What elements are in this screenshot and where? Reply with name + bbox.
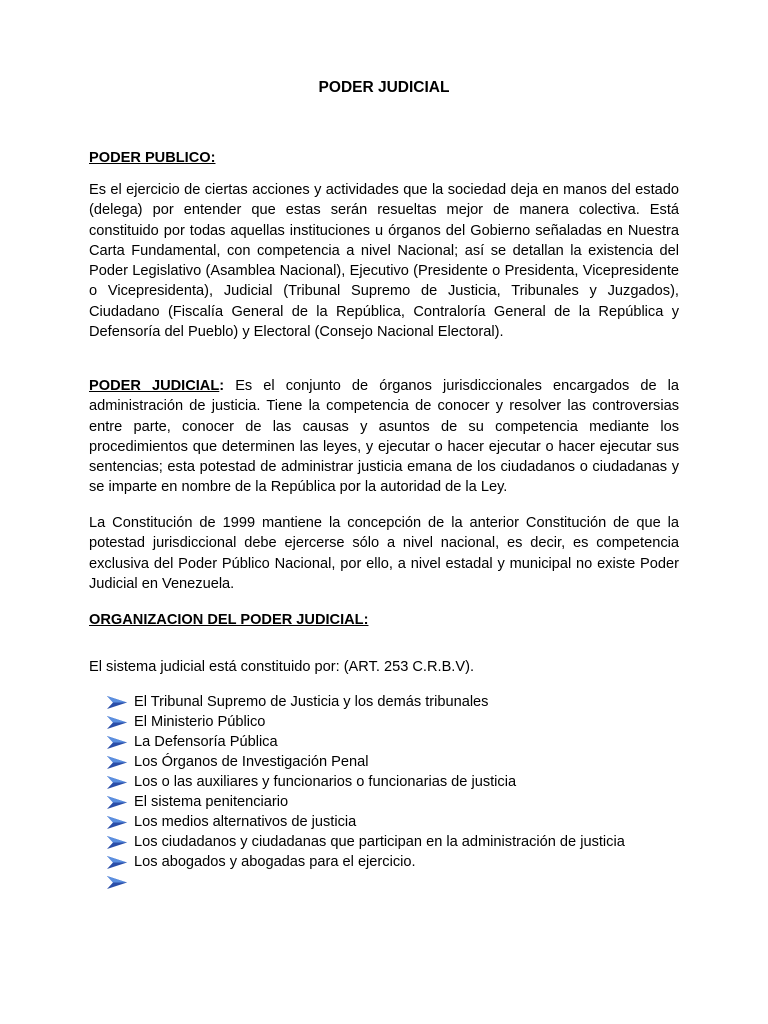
- arrow-bullet-icon: [107, 696, 127, 709]
- section-heading-poder-publico: PODER PUBLICO:: [89, 150, 216, 166]
- arrow-bullet-icon: [107, 796, 127, 809]
- list-item-text: Los Órganos de Investigación Penal: [134, 754, 369, 770]
- paragraph-lead-term: PODER JUDICIAL: [89, 378, 220, 394]
- document-title: PODER JUDICIAL: [318, 79, 450, 96]
- arrow-bullet-icon: [107, 856, 127, 869]
- arrow-bullet-icon: [107, 816, 127, 829]
- list-item-text: Los abogados y abogadas para el ejercicio.: [134, 854, 416, 870]
- paragraph-poder-publico: Es el ejercicio de ciertas acciones y actividades que la sociedad deja en manos del estado (delega) por entender que estas serán resueltas mejor de manera colectiva. Está constituido por todas aquellas instituciones u órganos del Gobierno señaladas en Nuestra Carta Fundamental, con competencia a nivel Nacional; así se detallan la existencia del Poder Legislativo (Asamblea Nacional), Ejecutivo (Presidente o Presidenta, Vicepresidente o Vicepresidenta), Judicial (Tribunal Supremo de Justicia, Tribunales y Juzgados), Ciudadano (Fiscalía General de la República, Contraloría General de la República y Defensoría del Pueblo) y Electoral (Consejo Nacional Electoral).: [89, 182, 679, 341]
- list-item: [107, 852, 625, 872]
- organizacion-list: [107, 692, 625, 892]
- list-item-text: Los ciudadanos y ciudadanas que participan en la administración de justicia: [134, 834, 625, 850]
- paragraph-poder-judicial: [89, 376, 679, 498]
- list-item-text: El sistema penitenciario: [134, 794, 289, 810]
- list-item: [107, 732, 625, 752]
- paragraph-constitucion: La Constitución de 1999 mantiene la concepción de la anterior Constitución de que la potestad jurisdiccional debe ejercerse sólo a nivel nacional, es decir, es competencia exclusiva del Poder Público Nacional, por ello, a nivel estadal y municipal no existe Poder Judicial en Venezuela.: [89, 515, 679, 592]
- arrow-bullet-icon: [107, 876, 127, 889]
- organizacion-intro: El sistema judicial está constituido por: (ART. 253 C.R.B.V).: [89, 659, 475, 675]
- list-item-text: El Tribunal Supremo de Justicia y los demás tribunales: [134, 694, 489, 710]
- arrow-bullet-icon: [107, 756, 127, 769]
- list-item: [107, 812, 625, 832]
- arrow-bullet-icon: [107, 836, 127, 849]
- list-item: [107, 692, 625, 712]
- paragraph-lead-colon: :: [219, 378, 225, 394]
- list-item-text: La Defensoría Pública: [134, 734, 278, 750]
- list-item: [107, 872, 625, 892]
- arrow-bullet-icon: [107, 736, 127, 749]
- list-item-text: El Ministerio Público: [134, 714, 266, 730]
- list-item: [107, 832, 625, 852]
- list-item-text: Los o las auxiliares y funcionarios o funcionarias de justicia: [134, 774, 517, 790]
- section-heading-organizacion: ORGANIZACION DEL PODER JUDICIAL:: [89, 612, 369, 628]
- list-item-text: Los medios alternativos de justicia: [134, 814, 357, 830]
- paragraph-lead: [89, 378, 224, 394]
- list-item: [107, 772, 625, 792]
- list-item: [107, 712, 625, 732]
- list-item: [107, 792, 625, 812]
- arrow-bullet-icon: [107, 776, 127, 789]
- arrow-bullet-icon: [107, 716, 127, 729]
- list-item: [107, 752, 625, 772]
- paragraph-body: Es el conjunto de órganos jurisdiccionales encargados de la administración de justicia. Tiene la competencia de conocer y resolver las controversias entre parte, conocer de las causas y asuntos de su competencia mediante los procedimientos que determinen las leyes, y ejecutar o hacer ejecutar o hacer ejecutar sus sentencias; esta potestad de administrar justicia emana de los ciudadanos o ciudadanas y se imparte en nombre de la República por la autoridad de la Ley.: [89, 378, 680, 496]
